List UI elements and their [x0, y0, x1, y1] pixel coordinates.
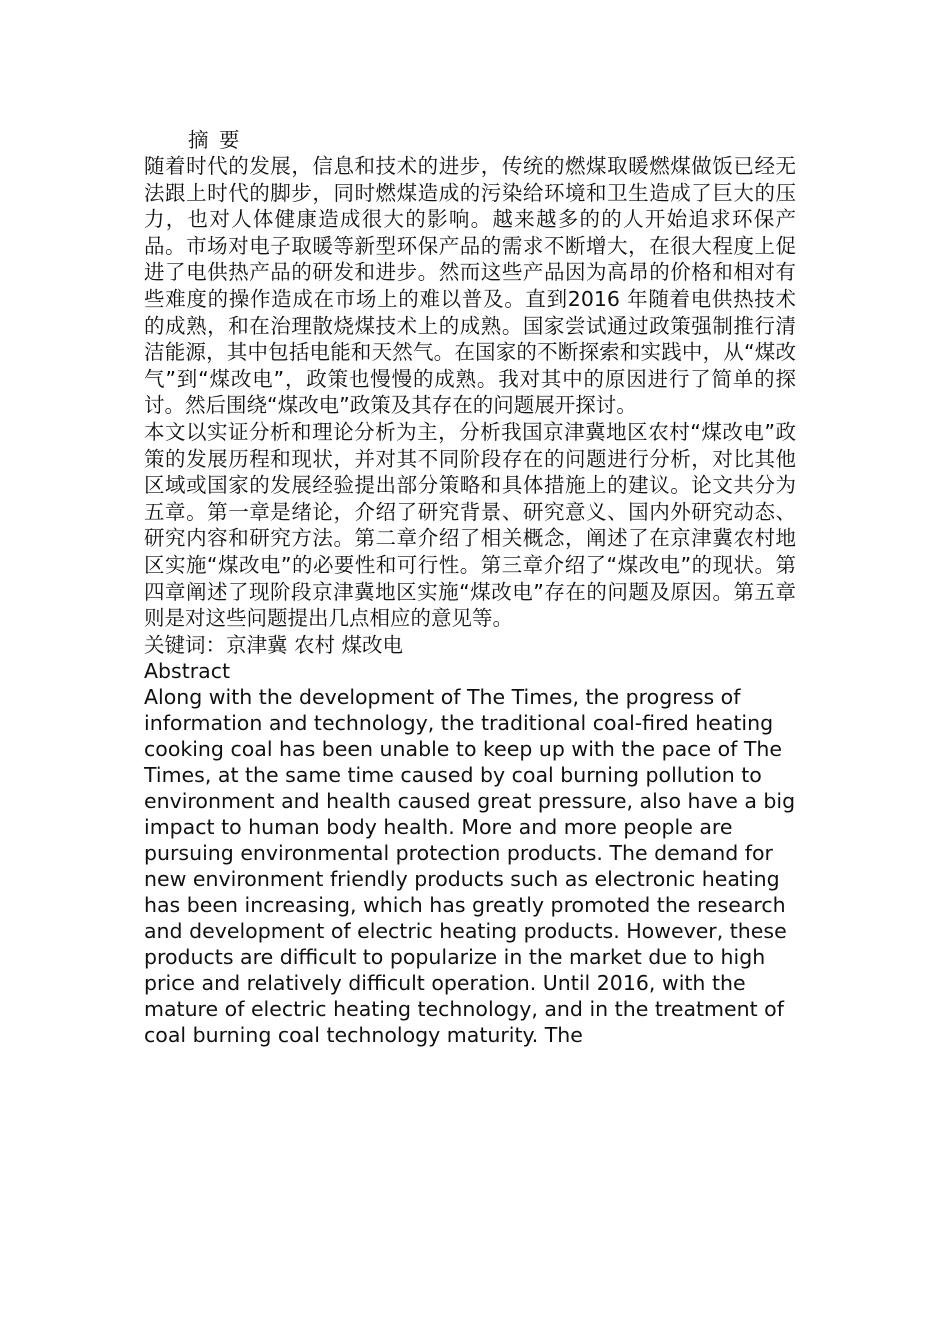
abstract-cn-heading: 摘 要 [188, 128, 242, 152]
abstract-cn-paragraph-1: 随着时代的发展，信息和技术的进步，传统的燃煤取暖燃煤做饭已经无法跟上时代的脚步，同时燃煤造成的污染给环境和卫生造成了巨大的压力，也对人体健康造成很大的影响。越来越多的的人开始追求环保产品。市场对电子取暖等新型环保产品的需求不断增大，在很大程度上促进了电供热产品的研发和进步。然而这些产品因为高昂的价格和相对有些难度的操作造成在市场上的难以普及。直到2016 年随着电供热技术的成熟，和在治理散烧煤技术上的成熟。国家尝试通过政策强制推行清洁能源，其中包括电能和天然气。在国家的不断探索和实践中，从“煤改气”到“煤改电”，政策也慢慢的成熟。我对其中的原因进行了简单的探讨。然后围绕“煤改电”政策及其存在的问题展开探讨。 [144, 154, 796, 418]
abstract-en-paragraph: Along with the development of The Times, the progress of information and technology, the traditional coal-fired heating cooking coal has been unable to keep up with the pace of The Times, at the same time caused by coal burning pollution to environment and health caused great pressure, also have a big impact to human body health. More and more people are pursuing environmental protection products. The demand for new environment friendly products such as electronic heating has been increasing, which has greatly promoted the research and development of electric heating products. However, these products are difficult to popularize in the market due to high price and relatively difficult operation. Until 2016, with the mature of electric heating technology, and in the treatment of coal burning coal technology maturity. The [144, 685, 796, 1048]
abstract-en-heading: Abstract [144, 659, 231, 684]
abstract-cn-paragraph-2: 本文以实证分析和理论分析为主，分析我国京津冀地区农村“煤改电”政策的发展历程和现状，并对其不同阶段存在的问题进行分析，对比其他区域或国家的发展经验提出部分策略和具体措施上的建议。论文共分为五章。第一章是绪论，介绍了研究背景、研究意义、国内外研究动态、研究内容和研究方法。第二章介绍了相关概念，阐述了在京津冀农村地区实施“煤改电”的必要性和可行性。第三章介绍了“煤改电”的现状。第四章阐述了现阶段京津冀地区实施“煤改电”存在的问题及原因。第五章则是对这些问题提出几点相应的意见等。 [144, 419, 796, 631]
document-body [144, 127, 796, 1048]
keywords-cn: 关键词：京津冀 农村 煤改电 [144, 632, 404, 657]
